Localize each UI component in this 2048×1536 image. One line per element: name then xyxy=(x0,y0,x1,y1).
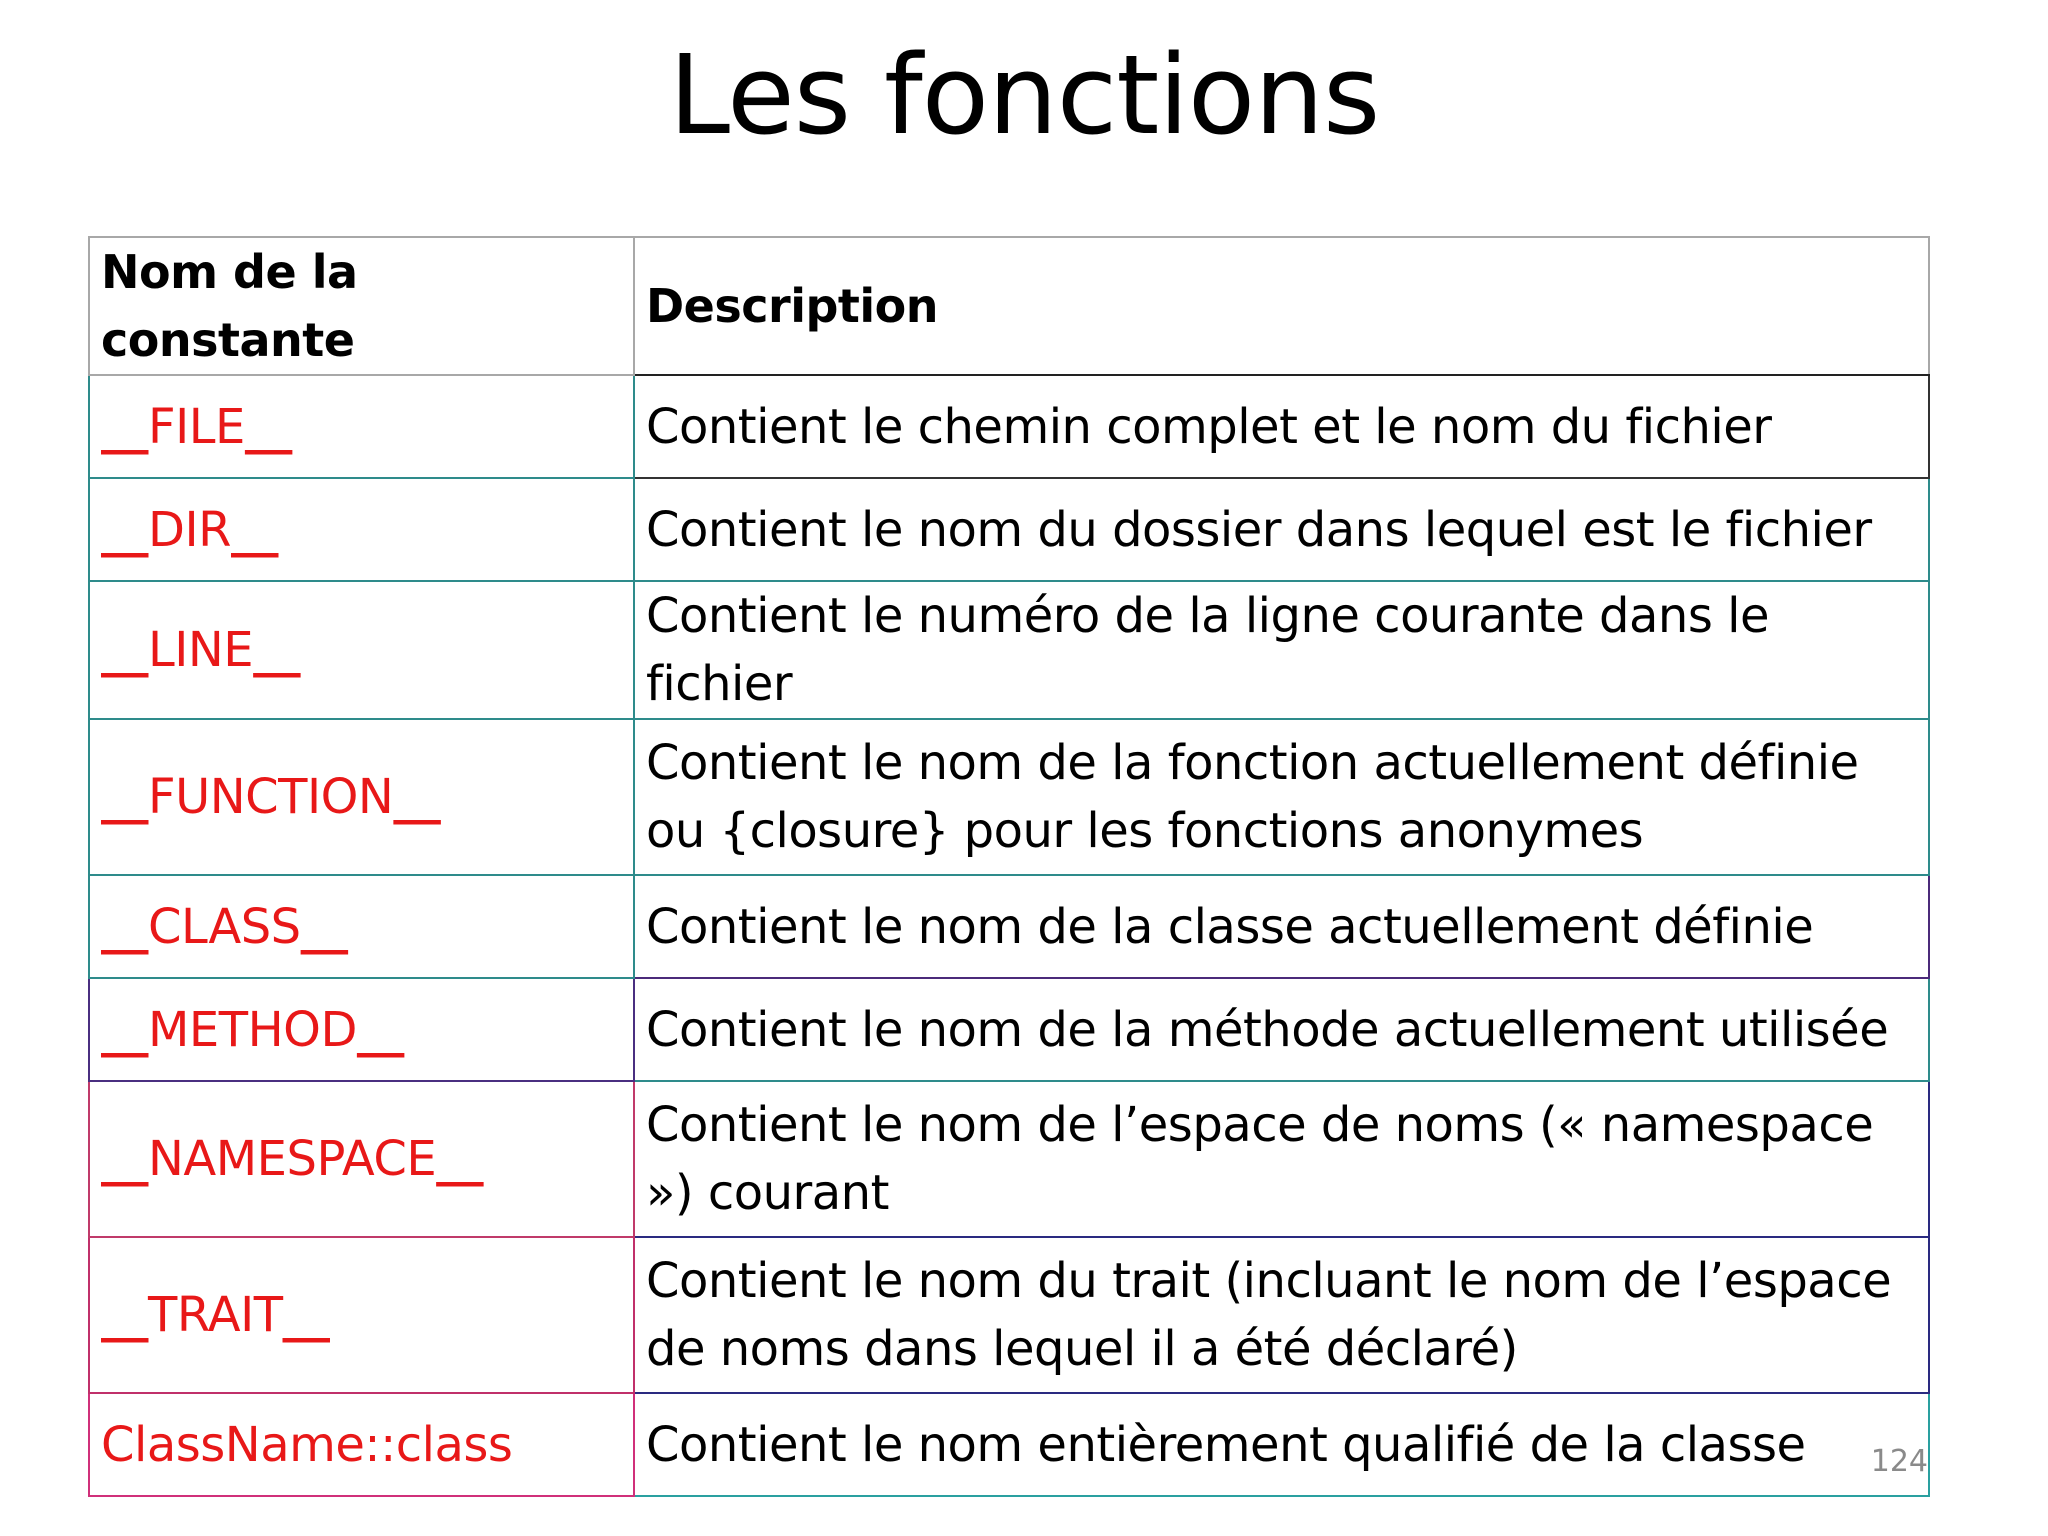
constant-name xyxy=(89,375,634,478)
header-description: Description xyxy=(634,237,1929,375)
constant-description: Contient le nom de la classe actuellement définie xyxy=(634,875,1929,978)
table-row xyxy=(89,1081,1929,1237)
table-row xyxy=(89,1237,1929,1393)
constant-name xyxy=(89,1393,634,1496)
constant-core: CLASS xyxy=(148,898,301,955)
constant-name xyxy=(89,1237,634,1393)
constant-prefix: __ xyxy=(101,501,148,558)
constant-core: DIR xyxy=(148,501,231,558)
constant-prefix: __ xyxy=(101,769,148,825)
constant-suffix: __ xyxy=(300,898,348,955)
constant-core: FILE xyxy=(148,398,245,455)
table-row xyxy=(89,581,1929,719)
constant-description: Contient le nom de la fonction actuellement définie ou {closure} pour les fonctions anonymes xyxy=(634,719,1929,875)
page-number: 124 xyxy=(1870,1444,1928,1479)
constant-name xyxy=(89,478,634,581)
constant-name xyxy=(89,875,634,978)
table-header-row xyxy=(89,237,1929,375)
constant-core: TRAIT xyxy=(148,1287,283,1343)
constant-core: NAMESPACE xyxy=(148,1131,437,1187)
constant-prefix: __ xyxy=(101,1287,148,1343)
table-row xyxy=(89,375,1929,478)
table-row xyxy=(89,978,1929,1081)
constant-core: METHOD xyxy=(148,1001,357,1058)
constant-description: Contient le nom entièrement qualifié de la classe xyxy=(634,1393,1929,1496)
constant-suffix: __ xyxy=(436,1131,484,1187)
constant-prefix: __ xyxy=(101,1001,148,1058)
constant-suffix: __ xyxy=(282,1287,330,1343)
table-row xyxy=(89,478,1929,581)
constant-core: ClassName::class xyxy=(101,1416,513,1473)
table-row xyxy=(89,1393,1929,1496)
constant-name xyxy=(89,1081,634,1237)
constant-prefix: __ xyxy=(101,1131,148,1187)
constant-description: Contient le chemin complet et le nom du fichier xyxy=(634,375,1929,478)
constant-name xyxy=(89,719,634,875)
table-row xyxy=(89,719,1929,875)
constant-suffix: __ xyxy=(253,622,301,678)
constant-description: Contient le nom de la méthode actuellement utilisée xyxy=(634,978,1929,1081)
constant-description: Contient le nom du trait (incluant le nom de l’espace de noms dans lequel il a été déclaré) xyxy=(634,1237,1929,1393)
constant-prefix: __ xyxy=(101,898,148,955)
constant-prefix: __ xyxy=(101,622,148,678)
constant-description: Contient le numéro de la ligne courante dans le fichier xyxy=(634,581,1929,719)
constant-suffix: __ xyxy=(356,1001,404,1058)
slide-title: Les fonctions xyxy=(668,31,1380,159)
header-constant-name: Nom de la constante xyxy=(89,237,634,375)
constants-table xyxy=(88,236,1930,1497)
constant-prefix: __ xyxy=(101,398,148,455)
constant-name xyxy=(89,978,634,1081)
constant-suffix: __ xyxy=(230,501,278,558)
constant-core: LINE xyxy=(148,622,254,678)
constant-description: Contient le nom de l’espace de noms (« namespace ») courant xyxy=(634,1081,1929,1237)
constant-suffix: __ xyxy=(393,769,441,825)
constant-core: FUNCTION xyxy=(148,769,394,825)
constant-suffix: __ xyxy=(244,398,292,455)
constant-name xyxy=(89,581,634,719)
constant-description: Contient le nom du dossier dans lequel est le fichier xyxy=(634,478,1929,581)
table-row xyxy=(89,875,1929,978)
